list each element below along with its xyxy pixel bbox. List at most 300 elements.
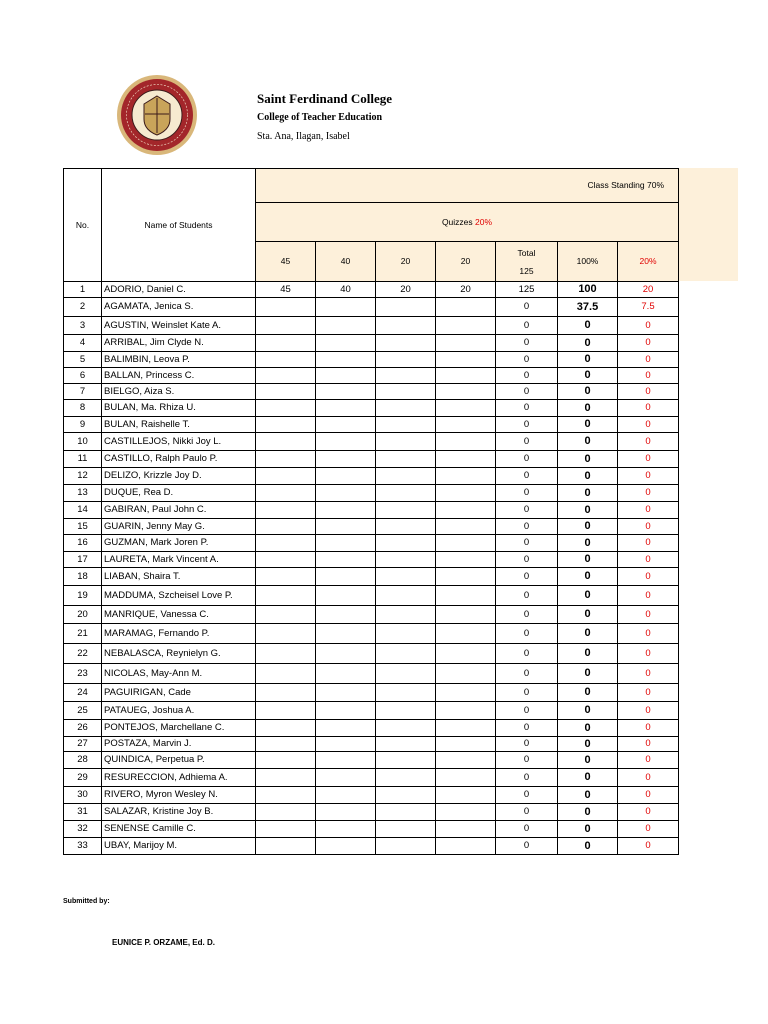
quiz-score-1	[256, 568, 316, 586]
quiz-score-4	[436, 552, 496, 568]
table-row	[64, 485, 679, 502]
quiz-score-1	[256, 624, 316, 644]
quiz-score-1	[256, 821, 316, 838]
total-score: 0	[496, 468, 558, 485]
signer-name: EUNICE P. ORZAME, Ed. D.	[112, 938, 215, 947]
quiz-score-3	[376, 720, 436, 737]
total-score: 0	[496, 317, 558, 335]
row-number: 19	[64, 586, 102, 606]
quiz-score-3	[376, 644, 436, 664]
row-number: 15	[64, 519, 102, 535]
table-row	[64, 752, 679, 769]
quiz-score-1	[256, 586, 316, 606]
weighted-score: 0	[618, 752, 679, 769]
college-name: Saint Ferdinand College	[257, 91, 393, 106]
table-row	[64, 468, 679, 485]
grade-table	[63, 168, 679, 855]
total-score: 0	[496, 702, 558, 720]
quiz-score-2	[316, 317, 376, 335]
total-score: 0	[496, 451, 558, 468]
quiz-score-4	[436, 644, 496, 664]
quiz-score-3	[376, 433, 436, 451]
quiz-score-2	[316, 568, 376, 586]
quizzes-weight: 20%	[475, 216, 493, 227]
quiz-item-2: 40	[316, 242, 376, 282]
quiz-score-3	[376, 519, 436, 535]
submitted-by-label: Submitted by:	[63, 898, 110, 905]
percent-score: 0	[558, 821, 618, 838]
total-score: 0	[496, 298, 558, 317]
header-fill-extension	[678, 168, 738, 281]
quiz-score-2	[316, 433, 376, 451]
row-number: 33	[64, 838, 102, 855]
quiz-score-1	[256, 468, 316, 485]
student-name: LAURETA, Mark Vincent A.	[102, 552, 256, 568]
row-number: 29	[64, 769, 102, 787]
weighted-score: 0	[618, 352, 679, 368]
quiz-score-2	[316, 804, 376, 821]
weighted-score: 0	[618, 737, 679, 752]
quiz-score-4	[436, 384, 496, 400]
row-number: 7	[64, 384, 102, 400]
quiz-score-3	[376, 317, 436, 335]
table-row	[64, 298, 679, 317]
quiz-score-2	[316, 838, 376, 855]
quiz-score-2	[316, 535, 376, 552]
quiz-score-1	[256, 400, 316, 417]
quiz-score-3	[376, 737, 436, 752]
percent-score: 0	[558, 384, 618, 400]
quiz-score-3	[376, 298, 436, 317]
row-number: 22	[64, 644, 102, 664]
student-name: PONTEJOS, Marchellane C.	[102, 720, 256, 737]
student-name: QUINDICA, Perpetua P.	[102, 752, 256, 769]
total-header	[496, 242, 558, 282]
student-name: UBAY, Marijoy M.	[102, 838, 256, 855]
percent-score: 37.5	[558, 298, 618, 317]
total-score: 0	[496, 368, 558, 384]
row-number: 17	[64, 552, 102, 568]
row-number: 4	[64, 335, 102, 352]
quiz-score-1	[256, 702, 316, 720]
quiz-score-4	[436, 821, 496, 838]
total-score: 0	[496, 586, 558, 606]
total-score: 0	[496, 417, 558, 433]
total-score: 0	[496, 535, 558, 552]
weighted-score: 0	[618, 586, 679, 606]
quiz-score-4	[436, 606, 496, 624]
quiz-score-3	[376, 502, 436, 519]
quiz-score-4	[436, 720, 496, 737]
quiz-score-2	[316, 624, 376, 644]
quiz-score-3	[376, 368, 436, 384]
weighted-score: 0	[618, 417, 679, 433]
student-name: BALIMBIN, Leova P.	[102, 352, 256, 368]
row-number: 11	[64, 451, 102, 468]
weighted-score: 0	[618, 606, 679, 624]
quizzes-header	[256, 203, 679, 242]
percent-score: 0	[558, 644, 618, 664]
total-score: 0	[496, 804, 558, 821]
table-row	[64, 787, 679, 804]
quiz-score-1	[256, 752, 316, 769]
quiz-score-3	[376, 400, 436, 417]
student-name: BALLAN, Princess C.	[102, 368, 256, 384]
quiz-score-4	[436, 787, 496, 804]
quiz-score-1	[256, 485, 316, 502]
row-number: 31	[64, 804, 102, 821]
row-number: 18	[64, 568, 102, 586]
total-score: 0	[496, 552, 558, 568]
total-label: Total	[517, 247, 536, 258]
weighted-score: 0	[618, 502, 679, 519]
quiz-score-2	[316, 384, 376, 400]
quiz-score-2: 40	[316, 282, 376, 298]
student-name: GUZMAN, Mark Joren P.	[102, 535, 256, 552]
quiz-score-2	[316, 684, 376, 702]
student-name: MADDUMA, Szcheisel Love P.	[102, 586, 256, 606]
table-row	[64, 535, 679, 552]
class-standing-header: Class Standing 70%	[256, 169, 679, 203]
student-name: AGUSTIN, Weinslet Kate A.	[102, 317, 256, 335]
row-number: 2	[64, 298, 102, 317]
quiz-score-1	[256, 417, 316, 433]
student-name: CASTILLEJOS, Nikki Joy L.	[102, 433, 256, 451]
total-score: 0	[496, 752, 558, 769]
student-name: GUARIN, Jenny May G.	[102, 519, 256, 535]
table-row	[64, 282, 679, 298]
weighted-score: 0	[618, 451, 679, 468]
percent-score: 0	[558, 838, 618, 855]
total-score: 0	[496, 737, 558, 752]
quiz-score-1	[256, 552, 316, 568]
quiz-score-2	[316, 468, 376, 485]
row-number: 13	[64, 485, 102, 502]
quiz-item-3: 20	[376, 242, 436, 282]
table-row	[64, 519, 679, 535]
quiz-score-4	[436, 433, 496, 451]
percent-score: 0	[558, 417, 618, 433]
percent-score: 0	[558, 535, 618, 552]
quiz-score-3	[376, 352, 436, 368]
student-name: RIVERO, Myron Wesley N.	[102, 787, 256, 804]
percent-score: 0	[558, 684, 618, 702]
quiz-score-4	[436, 298, 496, 317]
quiz-score-3	[376, 552, 436, 568]
quiz-score-3	[376, 451, 436, 468]
quiz-score-1	[256, 451, 316, 468]
quiz-score-4	[436, 586, 496, 606]
quiz-score-3	[376, 335, 436, 352]
quiz-score-1	[256, 352, 316, 368]
percent-score: 0	[558, 720, 618, 737]
weighted-score: 0	[618, 769, 679, 787]
table-row	[64, 624, 679, 644]
quiz-score-3	[376, 769, 436, 787]
student-name: SALAZAR, Kristine Joy B.	[102, 804, 256, 821]
quiz-score-3	[376, 702, 436, 720]
weighted-score: 0	[618, 684, 679, 702]
quiz-score-4	[436, 804, 496, 821]
quiz-score-4	[436, 702, 496, 720]
weighted-score: 0	[618, 335, 679, 352]
table-row	[64, 552, 679, 568]
quiz-score-2	[316, 787, 376, 804]
total-score: 0	[496, 485, 558, 502]
percent-score: 0	[558, 352, 618, 368]
quiz-score-4	[436, 485, 496, 502]
quiz-score-4	[436, 519, 496, 535]
quiz-score-2	[316, 451, 376, 468]
row-number: 1	[64, 282, 102, 298]
percent-score: 0	[558, 433, 618, 451]
total-score: 0	[496, 433, 558, 451]
quiz-score-2	[316, 298, 376, 317]
quiz-score-3	[376, 787, 436, 804]
quiz-score-2	[316, 368, 376, 384]
table-row	[64, 720, 679, 737]
row-number: 10	[64, 433, 102, 451]
weighted-score: 0	[618, 552, 679, 568]
row-number: 8	[64, 400, 102, 417]
percent-score: 0	[558, 752, 618, 769]
quiz-score-2	[316, 352, 376, 368]
quiz-score-1	[256, 664, 316, 684]
quiz-score-2	[316, 737, 376, 752]
quiz-score-3	[376, 821, 436, 838]
row-number: 24	[64, 684, 102, 702]
table-row	[64, 400, 679, 417]
table-row	[64, 433, 679, 451]
student-name: BULAN, Ma. Rhiza U.	[102, 400, 256, 417]
weighted-score: 0	[618, 400, 679, 417]
quiz-score-2	[316, 769, 376, 787]
table-row	[64, 352, 679, 368]
quiz-score-1	[256, 298, 316, 317]
table-row	[64, 335, 679, 352]
row-number: 28	[64, 752, 102, 769]
percent-score: 0	[558, 502, 618, 519]
quiz-score-3	[376, 384, 436, 400]
quiz-score-3	[376, 417, 436, 433]
quiz-score-2	[316, 821, 376, 838]
quiz-score-1	[256, 384, 316, 400]
quiz-score-2	[316, 606, 376, 624]
quiz-score-2	[316, 720, 376, 737]
row-number: 20	[64, 606, 102, 624]
total-score: 0	[496, 769, 558, 787]
quiz-score-3	[376, 535, 436, 552]
weighted-score: 0	[618, 535, 679, 552]
quiz-item-1: 45	[256, 242, 316, 282]
quiz-score-3	[376, 752, 436, 769]
quiz-score-4	[436, 502, 496, 519]
student-name: CASTILLO, Ralph Paulo P.	[102, 451, 256, 468]
quiz-score-1	[256, 368, 316, 384]
name-header: Name of Students	[102, 169, 256, 282]
student-name: MANRIQUE, Vanessa C.	[102, 606, 256, 624]
percent-score: 0	[558, 485, 618, 502]
row-number: 3	[64, 317, 102, 335]
quiz-score-2	[316, 519, 376, 535]
table-row	[64, 502, 679, 519]
quiz-score-4	[436, 417, 496, 433]
quiz-score-3	[376, 684, 436, 702]
row-number: 26	[64, 720, 102, 737]
percent-score: 100	[558, 282, 618, 298]
row-number: 9	[64, 417, 102, 433]
total-score: 0	[496, 644, 558, 664]
weighted-score: 0	[618, 624, 679, 644]
quiz-score-4	[436, 335, 496, 352]
table-row	[64, 384, 679, 400]
percent-score: 0	[558, 586, 618, 606]
row-number: 27	[64, 737, 102, 752]
quiz-score-1	[256, 519, 316, 535]
quiz-score-1	[256, 502, 316, 519]
percent-score: 0	[558, 568, 618, 586]
quiz-score-4	[436, 352, 496, 368]
row-number: 32	[64, 821, 102, 838]
table-row	[64, 451, 679, 468]
quiz-score-1	[256, 606, 316, 624]
table-row	[64, 644, 679, 664]
weighted-score: 0	[618, 702, 679, 720]
table-row	[64, 804, 679, 821]
table-row	[64, 769, 679, 787]
quiz-score-1	[256, 644, 316, 664]
quiz-score-2	[316, 502, 376, 519]
quiz-item-4: 20	[436, 242, 496, 282]
student-name: NEBALASCA, Reynielyn G.	[102, 644, 256, 664]
table-row	[64, 664, 679, 684]
student-name: GABIRAN, Paul John C.	[102, 502, 256, 519]
weighted-score: 0	[618, 433, 679, 451]
table-row	[64, 606, 679, 624]
quizzes-label: Quizzes	[441, 216, 473, 227]
quiz-score-4	[436, 737, 496, 752]
quiz-score-2	[316, 644, 376, 664]
total-score: 0	[496, 838, 558, 855]
quiz-score-4	[436, 568, 496, 586]
weighted-score: 0	[618, 804, 679, 821]
percent-score: 0	[558, 769, 618, 787]
table-row	[64, 368, 679, 384]
student-name: LIABAN, Shaira T.	[102, 568, 256, 586]
total-score: 0	[496, 606, 558, 624]
table-row	[64, 821, 679, 838]
row-number: 16	[64, 535, 102, 552]
quiz-score-2	[316, 335, 376, 352]
table-row	[64, 586, 679, 606]
weighted-score: 0	[618, 519, 679, 535]
student-name: RESURECCION, Adhiema A.	[102, 769, 256, 787]
total-score: 0	[496, 568, 558, 586]
weighted-score: 0	[618, 664, 679, 684]
total-score: 0	[496, 502, 558, 519]
student-name: DUQUE, Rea D.	[102, 485, 256, 502]
row-number: 21	[64, 624, 102, 644]
student-name: ADORIO, Daniel C.	[102, 282, 256, 298]
percent-score: 0	[558, 787, 618, 804]
percent-score: 0	[558, 664, 618, 684]
quiz-score-4: 20	[436, 282, 496, 298]
student-name: POSTAZA, Marvin J.	[102, 737, 256, 752]
student-name: BULAN, Raishelle T.	[102, 417, 256, 433]
table-row	[64, 737, 679, 752]
weighted-score: 0	[618, 384, 679, 400]
table-row	[64, 684, 679, 702]
quiz-score-4	[436, 752, 496, 769]
weighted-score: 0	[618, 644, 679, 664]
student-name: NICOLAS, May-Ann M.	[102, 664, 256, 684]
row-number: 30	[64, 787, 102, 804]
quiz-score-4	[436, 468, 496, 485]
total-score: 0	[496, 821, 558, 838]
total-score: 0	[496, 400, 558, 417]
row-number: 23	[64, 664, 102, 684]
student-name: DELIZO, Krizzle Joy D.	[102, 468, 256, 485]
quiz-score-1: 45	[256, 282, 316, 298]
percent-score: 0	[558, 468, 618, 485]
quiz-score-4	[436, 624, 496, 644]
college-seal-logo	[116, 74, 198, 156]
quiz-score-1	[256, 335, 316, 352]
row-number: 6	[64, 368, 102, 384]
percent-score: 0	[558, 737, 618, 752]
student-name: PATAUEG, Joshua A.	[102, 702, 256, 720]
quiz-score-3	[376, 838, 436, 855]
total-score: 0	[496, 664, 558, 684]
table-row	[64, 317, 679, 335]
quiz-score-1	[256, 737, 316, 752]
student-name: ARRIBAL, Jim Clyde N.	[102, 335, 256, 352]
total-score: 0	[496, 384, 558, 400]
quiz-score-1	[256, 433, 316, 451]
row-number: 5	[64, 352, 102, 368]
total-score: 0	[496, 352, 558, 368]
weighted-score: 0	[618, 317, 679, 335]
quiz-score-3	[376, 606, 436, 624]
quiz-score-1	[256, 317, 316, 335]
percent-score: 0	[558, 804, 618, 821]
table-row	[64, 702, 679, 720]
pct20-header: 20%	[618, 242, 679, 282]
quiz-score-4	[436, 451, 496, 468]
percent-score: 0	[558, 552, 618, 568]
quiz-score-1	[256, 787, 316, 804]
department-name: College of Teacher Education	[257, 112, 383, 123]
table-row	[64, 417, 679, 433]
total-score: 0	[496, 624, 558, 644]
quiz-score-1	[256, 684, 316, 702]
weighted-score: 0	[618, 821, 679, 838]
student-rows	[64, 282, 679, 855]
total-max: 125	[519, 265, 534, 276]
total-score: 125	[496, 282, 558, 298]
weighted-score: 0	[618, 485, 679, 502]
quiz-score-1	[256, 720, 316, 737]
quiz-score-3	[376, 624, 436, 644]
quiz-score-2	[316, 417, 376, 433]
total-score: 0	[496, 519, 558, 535]
total-score: 0	[496, 720, 558, 737]
quiz-score-1	[256, 838, 316, 855]
weighted-score: 7.5	[618, 298, 679, 317]
table-row	[64, 568, 679, 586]
student-name: AGAMATA, Jenica S.	[102, 298, 256, 317]
no-header: No.	[64, 169, 102, 282]
